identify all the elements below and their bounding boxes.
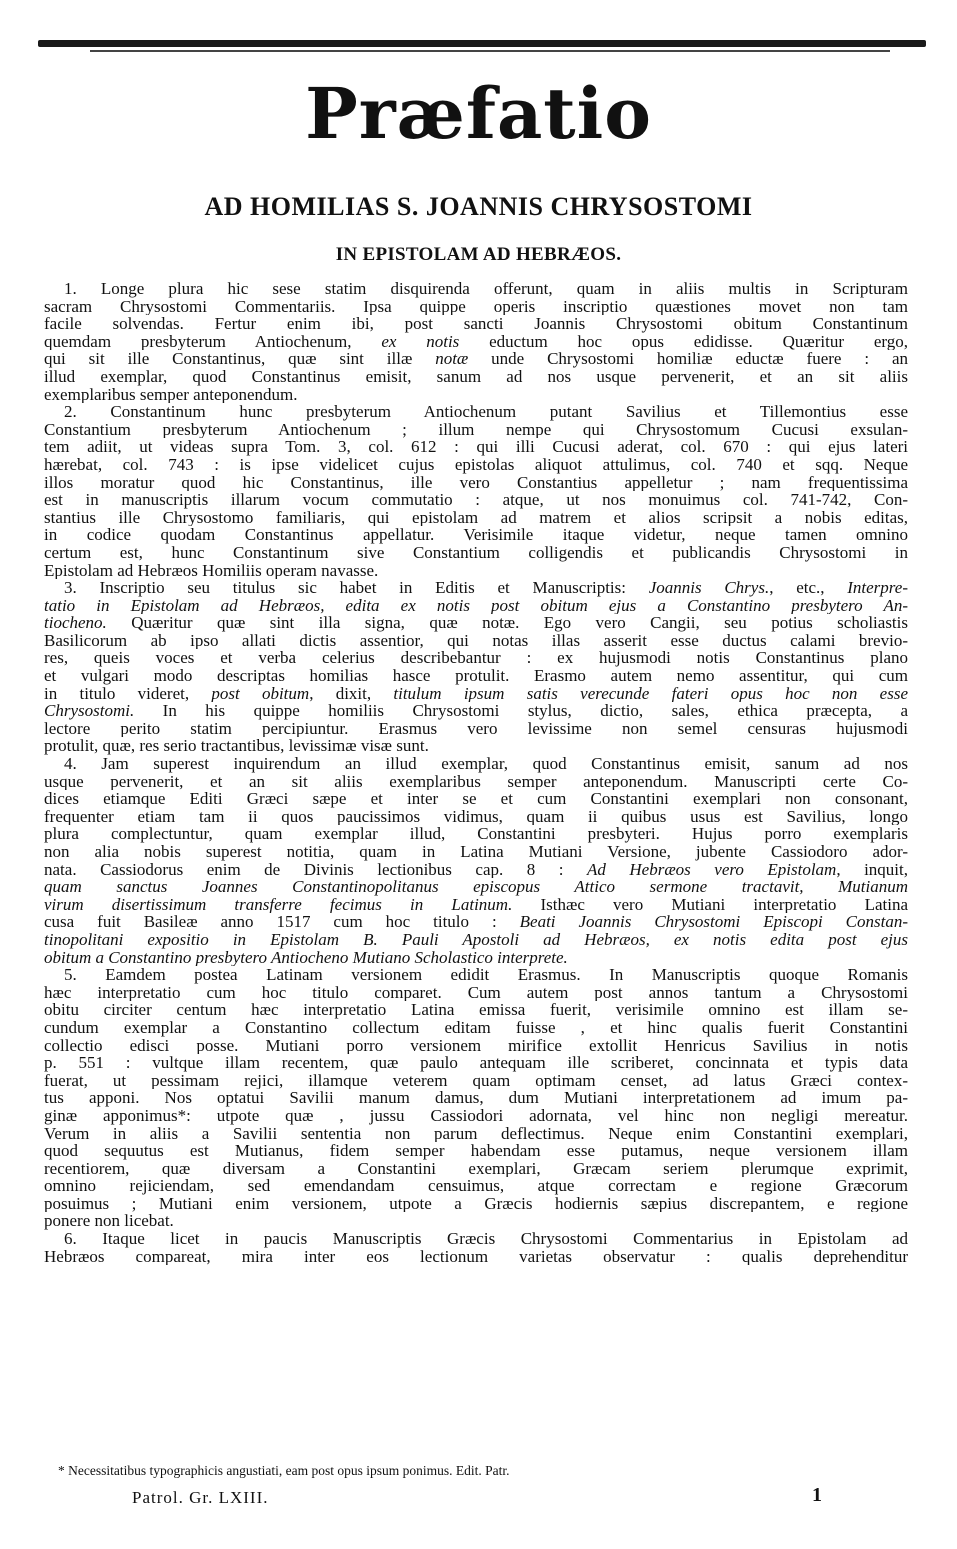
text-line: tem adiit, ut videas supra Tom. 3, col. 612 : qui illi Cucusi aderat, col. 670 : qui ejus lateri [44,438,908,456]
text-line: 2. Constantinum hunc presbyterum Antiochenum putant Savilius et Tillemontius esse [64,403,908,421]
footer-left: Patrol. Gr. LXIII. [132,1488,269,1507]
text-line: res, queis voces et verba celerius describebantur : ex hujusmodi notis Constantinus plano [44,649,908,668]
text-line: qui sit ille Constantinus, quæ sint illæ notæ unde Chrysostomi homiliæ eductæ fuere : an [44,350,908,368]
text-line: tiocheno. Quæritur quæ sint illa signa, quæ notæ. Ego vero Cangii, seu potius scholiastis [44,614,908,632]
text-line: tus apponi. Nos optatui Savilii manum damus, dum Mutiani interpretationem ad imum pa- [44,1089,908,1107]
text-line: 4. Jam superest inquirendum an illud exemplar, quod Constantinus emisit, sanum ad nos [64,755,908,773]
text-line: sacram Chrysostomi Commentariis. Ipsa quippe operis inscriptio quæstiones movet non tam [44,297,908,316]
text-line: ginæ apponimus*: utpote quæ , jussu Cassiodori adornata, vel hinc non negligi mereatur. [44,1106,908,1125]
text-line: ponere non licebat. [44,1212,174,1231]
text-line: est in manuscriptis illarum vocum commutatio : atque, ut nos monuimus col. 741-742, Con- [44,491,908,509]
subtitle: AD HOMILIAS S. JOANNIS CHRYSOSTOMI [204,192,753,221]
text-line: fuerat, ut pessimam rejici, illamque veterem quam optimam censet, ad latus Græci contex- [44,1071,908,1090]
text-line: Chrysostomi. In his quippe homiliis Chrysostomi stylus, dictio, sales, ethica præcepta, a [44,702,908,720]
top-rule-thin [90,50,890,52]
text-line: 1. Longe plura hic sese statim disquirenda offerunt, quam in aliis multis in Scripturam [64,280,908,298]
text-line: stantius ille Chrysostomo familiaris, qui epistolam ad matrem et alios scripsit a nobis editas, [44,508,908,527]
text-line: quod sequutus est Mutianus, fidem semper habendam esse putamus, neque versionem illam [44,1142,908,1160]
text-line: Epistolam ad Hebræos Homiliis operam navasse. [44,561,379,580]
text-line: 3. Inscriptio seu titulus sic habet in Editis et Manuscriptis: Joannis Chrys., etc., Interpre- [64,579,908,597]
text-line: obitu circiter centum hæc interpretatio Latina emissa fuerit, verisimile omnino est illam se- [44,1001,908,1019]
text-line: usque pervenerit, et an sit aliis exemplaribus semper anteponendum. Manuscripti certe Co- [44,772,908,791]
text-line: protulit, quæ, res serio tractantibus, levissimæ visæ sunt. [44,737,429,756]
text-line: Constantium presbyterum Antiochenum ; illum nempe qui Chrysostomum Cucusi exsulan- [44,420,908,439]
text-line: 6. Itaque licet in paucis Manuscriptis Græcis Chrysostomi Commentarius in Epistolam ad [64,1230,908,1248]
text-line: certum est, hunc Constantinum sive Constantium colligendis et publicandis Chrysostomi in [44,543,908,562]
text-line: et vulgari modo descriptas homilias hasce protulit. Erasmo autem nemo assentitur, qui cum [44,667,908,685]
text-line: Verum in aliis a Savilii sententia non parum deflectimus. Neque enim Constantini exemplari, [44,1124,908,1143]
text-line: quemdam presbyterum Antiochenum, ex notis eductum hoc opus edidisse. Quæritur ergo, [44,332,908,351]
text-line: collectio edisci posse. Mutiani porro versionem mirifice extollit Henricus Savilius in notis [44,1036,908,1055]
text-line: p. 551 : vultque illam recentem, quæ paulo antequam ille scriberet, concinnata et typis data [44,1054,908,1072]
text-line: Hebræos compareat, mira inter eos lectionum varietas observatur : qualis deprehenditur [44,1247,908,1266]
page-title: Præfatio [305,72,652,155]
text-line: tinopolitani expositio in Epistolam B. Pauli Apostoli ad Hebræos, ex notis edita post ejus [44,930,908,949]
text-line: hæc interpretatio cum hoc titulo comparet. Cum autem post annos tantum a Chrysostomi [44,983,908,1002]
text-line: tatio in Epistolam ad Hebræos, edita ex notis post obitum ejus a Constantino presbytero An- [44,596,908,615]
text-line: lectore perito statim percipiuntur. Erasmus vero levissime non semel censuras hujusmodi [44,719,908,738]
text-line: nata. Cassiodorus enim de Divinis lectionibus cap. 8 : Ad Hebræos vero Epistolam, inquit, [44,860,908,879]
text-line: cundum exemplar a Constantino collectum editam fuisse , et hinc qualis fuerit Constantini [44,1018,908,1037]
text-line: non alia nobis superest notitia, quam in Latina Mutiani Versione, jubente Cassiodoro ador- [44,843,908,861]
text-line: hærebat, col. 743 : is ipse videlicet cujus epistolas aliquot attulimus, col. 740 et sqq. Neque [44,455,908,474]
text-line: in codice quodam Constantinus appellatur. Verisimile itaque videtur, neque tamen omnino [44,526,908,544]
text-line: plura complectuntur, quam exemplar illud, Constantini presbyteri. Hujus porro exemplaris [44,825,908,843]
subtitle-2: IN EPISTOLAM AD HEBRÆOS. [335,244,622,265]
page-number: 1 [812,1484,822,1506]
body-text [44,280,908,1265]
footnote: * Necessitatibus typographicis angustiati, eam post opus ipsum ponimus. Edit. Patr. [58,1463,510,1478]
text-line: 5. Eamdem postea Latinam versionem edidit Erasmus. In Manuscriptis quoque Romanis [64,966,908,984]
text-line: recentiorem, quæ diversam a Constantini exemplari, Græcam seriem plerumque exprimit, [44,1159,908,1178]
text-line: illud exemplar, quod Constantinus emisit, sanum ad nos usque pervenerit, et an sit aliis [44,367,908,386]
text-line: frequenter etiam tam ii quos paucissimos vidimus, quam ii quibus usus est Savilius, longo [44,807,908,826]
text-line: quam sanctus Joannes Constantinopolitanus episcopus Attico sermone tractavit, Mutianum [44,878,908,896]
text-line: Basilicorum ab ipso allati dictis assentior, qui notas illas asserit esse ductus calami brevio- [44,631,908,650]
top-rule [38,40,926,47]
text-line: dices etiamque Editi Græci sæpe et inter se et cum Constantini exemplari non consonant, [44,790,908,808]
text-line: facile solvendas. Fertur enim ibi, post sancti Joannis Chrysostomi obitum Constantinum [44,315,908,333]
text-line: obitum a Constantino presbytero Antiocheno Mutiano Scholastico interprete. [44,948,568,967]
text-line: illos moratur quod hic Constantinus, ille vero Constantius appelletur ; nam frequentissima [44,473,908,492]
text-line: exemplaribus semper anteponendum. [44,385,298,404]
text-line: in titulo videret, post obitum, dixit, titulum ipsum satis verecunde fateri opus hoc non esse [44,684,908,703]
text-line: cusa fuit Basileæ anno 1517 cum hoc titulo : Beati Joannis Chrysostomi Episcopi Constan- [44,913,908,931]
text-line: omnino rejiciendam, sed emendandam censuimus, atque correctam e regione Græcorum [44,1177,908,1195]
text-line: virum disertissimum transferre fecimus in Latinum. Isthæc vero Mutiani interpretatio Latina [44,895,908,914]
text-line: posuimus ; Mutiani enim versionem, utpote a Græcis hodiernis sæpius discrepantem, e regione [44,1194,908,1213]
